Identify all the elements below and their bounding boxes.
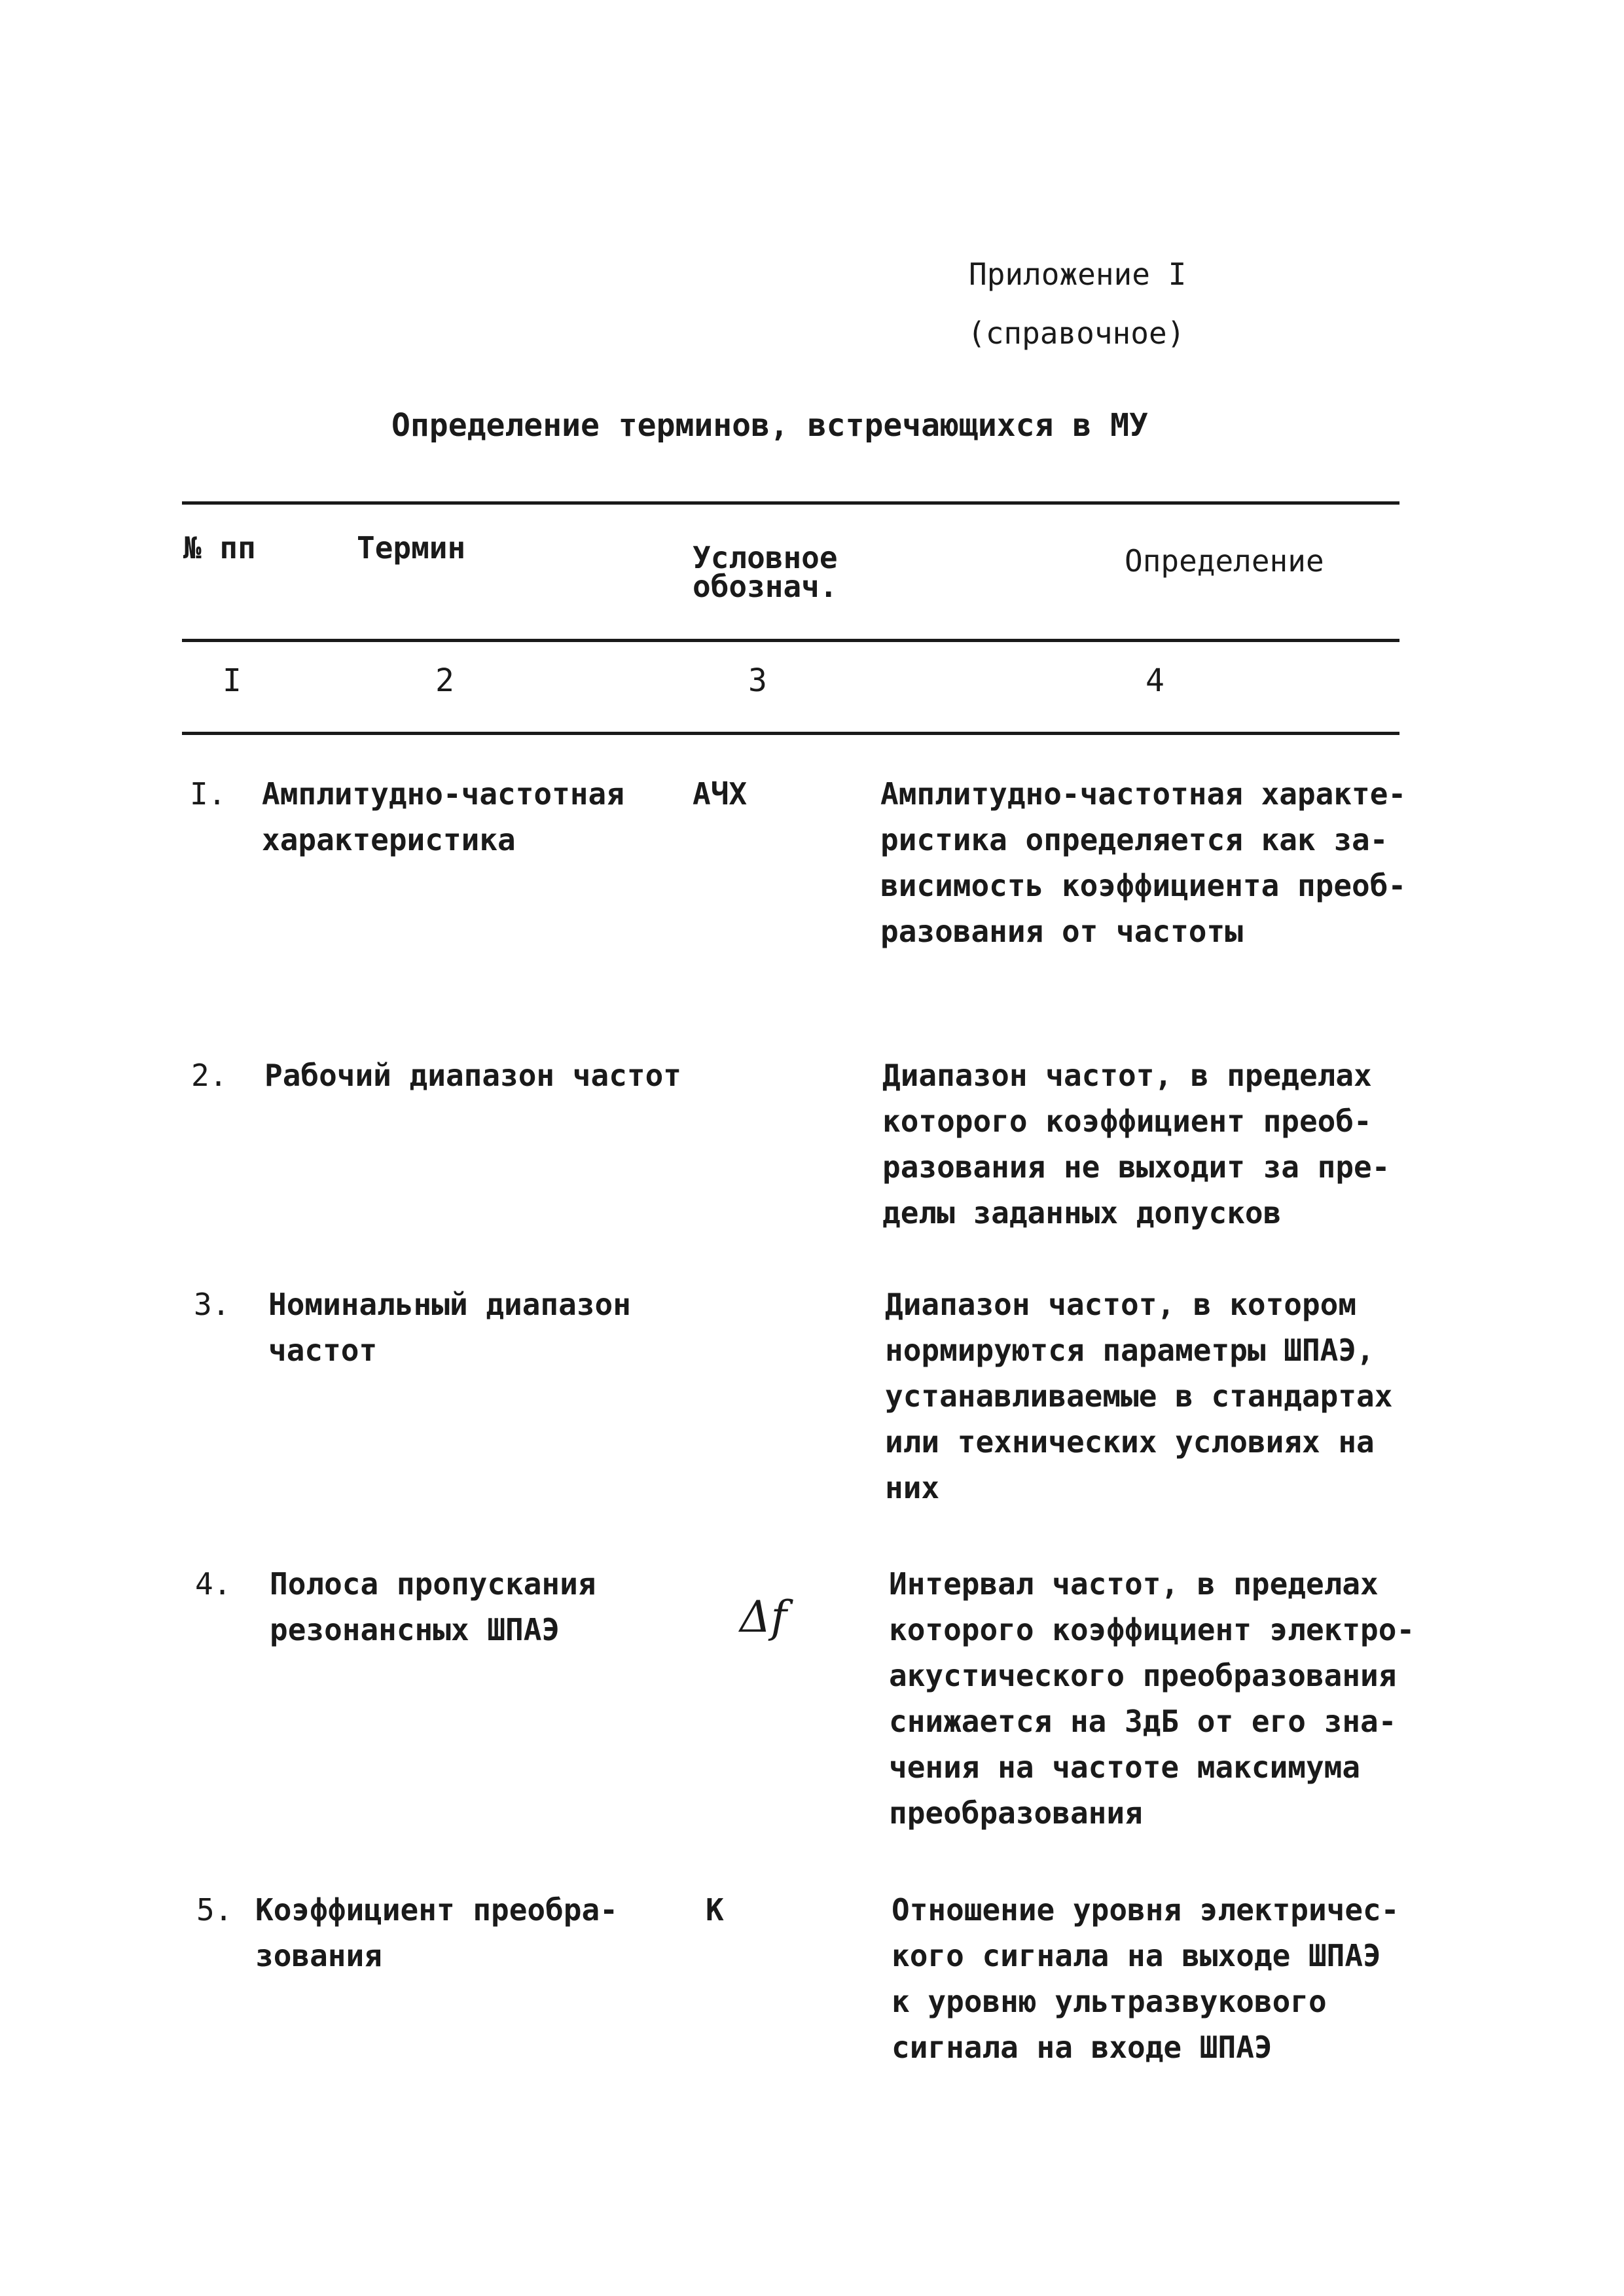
row-3-definition: Диапазон частот, в котором нормируются параметры ШПАЭ, устанавливаемые в стандартах или технических условиях на них xyxy=(885,1287,1393,1505)
row-4-num: 4. xyxy=(195,1566,232,1602)
column-header-definition: Определение xyxy=(1125,543,1324,579)
appendix-note: (справочное) xyxy=(967,315,1185,351)
row-3-num: 3. xyxy=(194,1287,230,1322)
row-4-term: Полоса пропускания резонансных ШПАЭ xyxy=(270,1566,596,1647)
row-1-definition: Амплитудно-частотная характе- ристика определяется как за- висимость коэффициента преоб- разования от частоты xyxy=(880,776,1407,949)
row-2-definition: Диапазон частот, в пределах которого коэффициент преоб- разования не выходит за пре- делы заданных допусков xyxy=(882,1058,1390,1230)
table-top-rule xyxy=(182,501,1399,505)
appendix-label: Приложение I xyxy=(969,257,1187,292)
row-2-term: Рабочий диапазон частот xyxy=(264,1058,681,1093)
column-number-4: 4 xyxy=(1146,662,1164,699)
row-4-symbol: Δf xyxy=(740,1592,787,1642)
table-numbers-rule xyxy=(182,732,1399,735)
row-5-num: 5. xyxy=(196,1892,233,1928)
column-number-3: 3 xyxy=(748,662,767,699)
column-header-symbol: Условное обознач. xyxy=(693,540,838,604)
row-4-definition: Интервал частот, в пределах которого коэффициент электро- акустического преобразования снижается на 3дБ от его зна- чения на частоте максимума преобразования xyxy=(889,1566,1415,1831)
row-5-definition: Отношение уровня электричес- кого сигнала на выходе ШПАЭ к уровню ультразвукового сигнала на входе ШПАЭ xyxy=(892,1892,1399,2065)
row-3-term: Номинальный диапазон частот xyxy=(268,1287,631,1368)
row-5-symbol: К xyxy=(706,1892,724,1928)
row-1-symbol: АЧХ xyxy=(693,776,748,812)
table-header-rule xyxy=(182,639,1399,642)
page-title: Определение терминов, встречающихся в МУ xyxy=(391,407,1148,444)
row-1-term: Амплитудно-частотная характеристика xyxy=(262,776,624,857)
column-number-2: 2 xyxy=(435,662,454,699)
row-1-num: I. xyxy=(190,776,226,812)
column-number-1: I xyxy=(223,662,242,699)
row-5-term: Коэффициент преобра- зования xyxy=(255,1892,618,1973)
column-header-num: № пп xyxy=(183,530,256,565)
row-2-num: 2. xyxy=(191,1058,228,1093)
column-header-term: Термин xyxy=(357,530,466,565)
